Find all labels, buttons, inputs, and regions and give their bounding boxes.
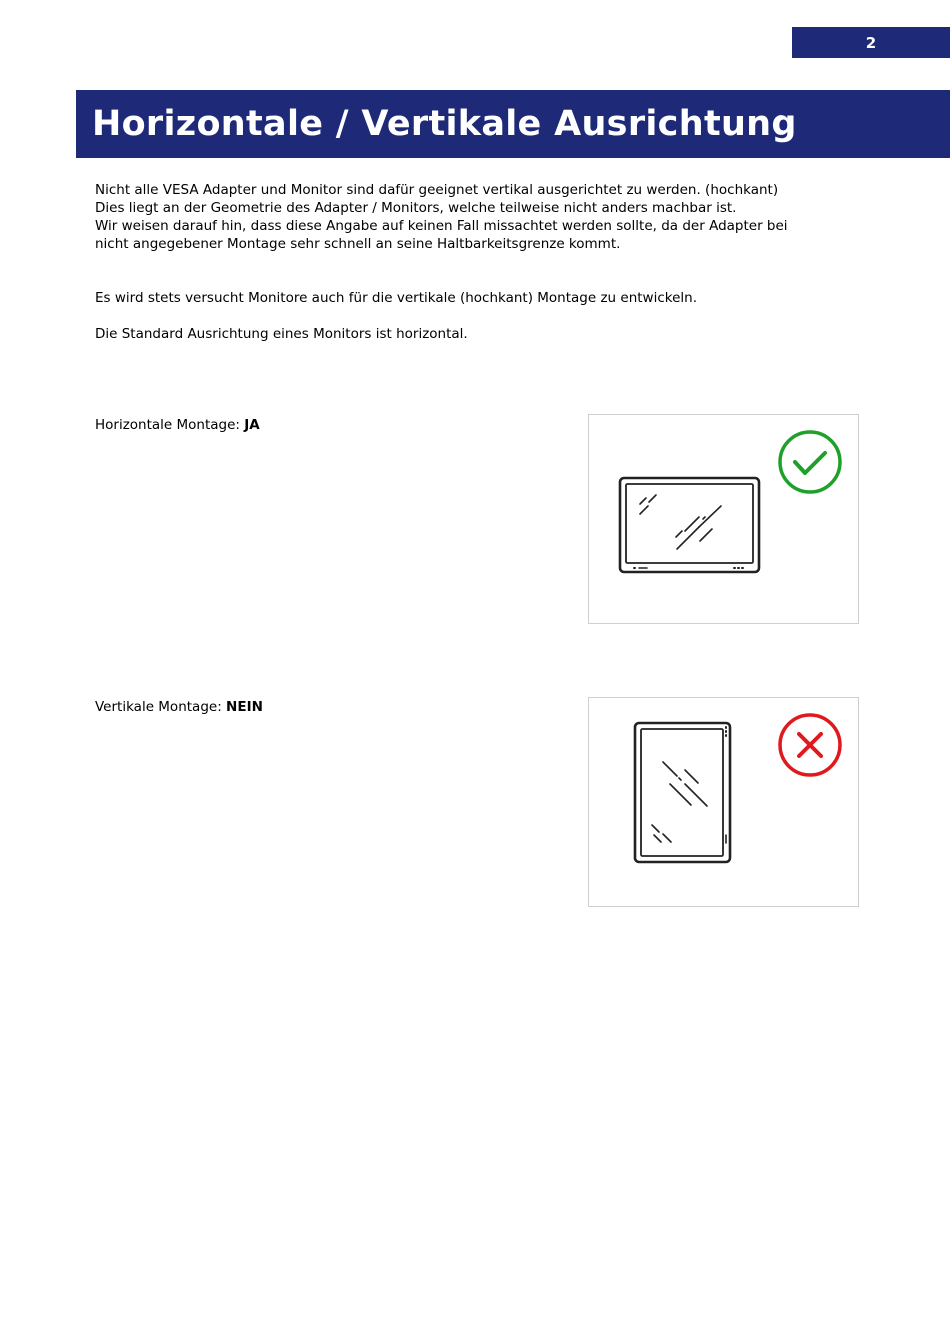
intro-line: Dies liegt an der Geometrie des Adapter / Monitors, welche teilweise nicht anders machbar ist. xyxy=(95,200,737,216)
vertical-mount-value: NEIN xyxy=(226,699,263,715)
horizontal-mount-figure xyxy=(588,414,859,624)
vertical-mount-figure xyxy=(588,697,859,907)
intro-line: nicht angegebener Montage sehr schnell an seine Haltbarkeitsgrenze kommt. xyxy=(95,236,621,252)
horizontal-mount-label xyxy=(95,416,260,434)
intro-line: Wir weisen darauf hin, dass diese Angabe auf keinen Fall missachtet werden sollte, da der Adapter bei xyxy=(95,218,788,234)
cross-circle-icon xyxy=(780,715,840,775)
vertical-mount-label-text: Vertikale Montage: xyxy=(95,699,227,715)
page-title: Horizontale / Vertikale Ausrichtung xyxy=(92,104,797,144)
horizontal-mount-label-text: Horizontale Montage: xyxy=(95,417,245,433)
intro-text xyxy=(95,181,875,253)
vertical-mount-label xyxy=(95,698,263,716)
vertical-development-paragraph: Es wird stets versucht Monitore auch für die vertikale (hochkant) Montage zu entwickeln. xyxy=(95,290,698,306)
intro-line: Nicht alle VESA Adapter und Monitor sind dafür geeignet vertikal ausgerichtet zu werden. (hochkant) xyxy=(95,182,779,198)
check-circle-icon xyxy=(780,432,840,492)
monitor-landscape-icon xyxy=(620,478,759,572)
title-bar xyxy=(76,90,950,158)
monitor-portrait-icon xyxy=(635,723,730,862)
horizontal-mount-value: JA xyxy=(244,417,260,433)
page-number: 2 xyxy=(792,27,950,58)
standard-orientation-paragraph: Die Standard Ausrichtung eines Monitors ist horizontal. xyxy=(95,326,468,342)
